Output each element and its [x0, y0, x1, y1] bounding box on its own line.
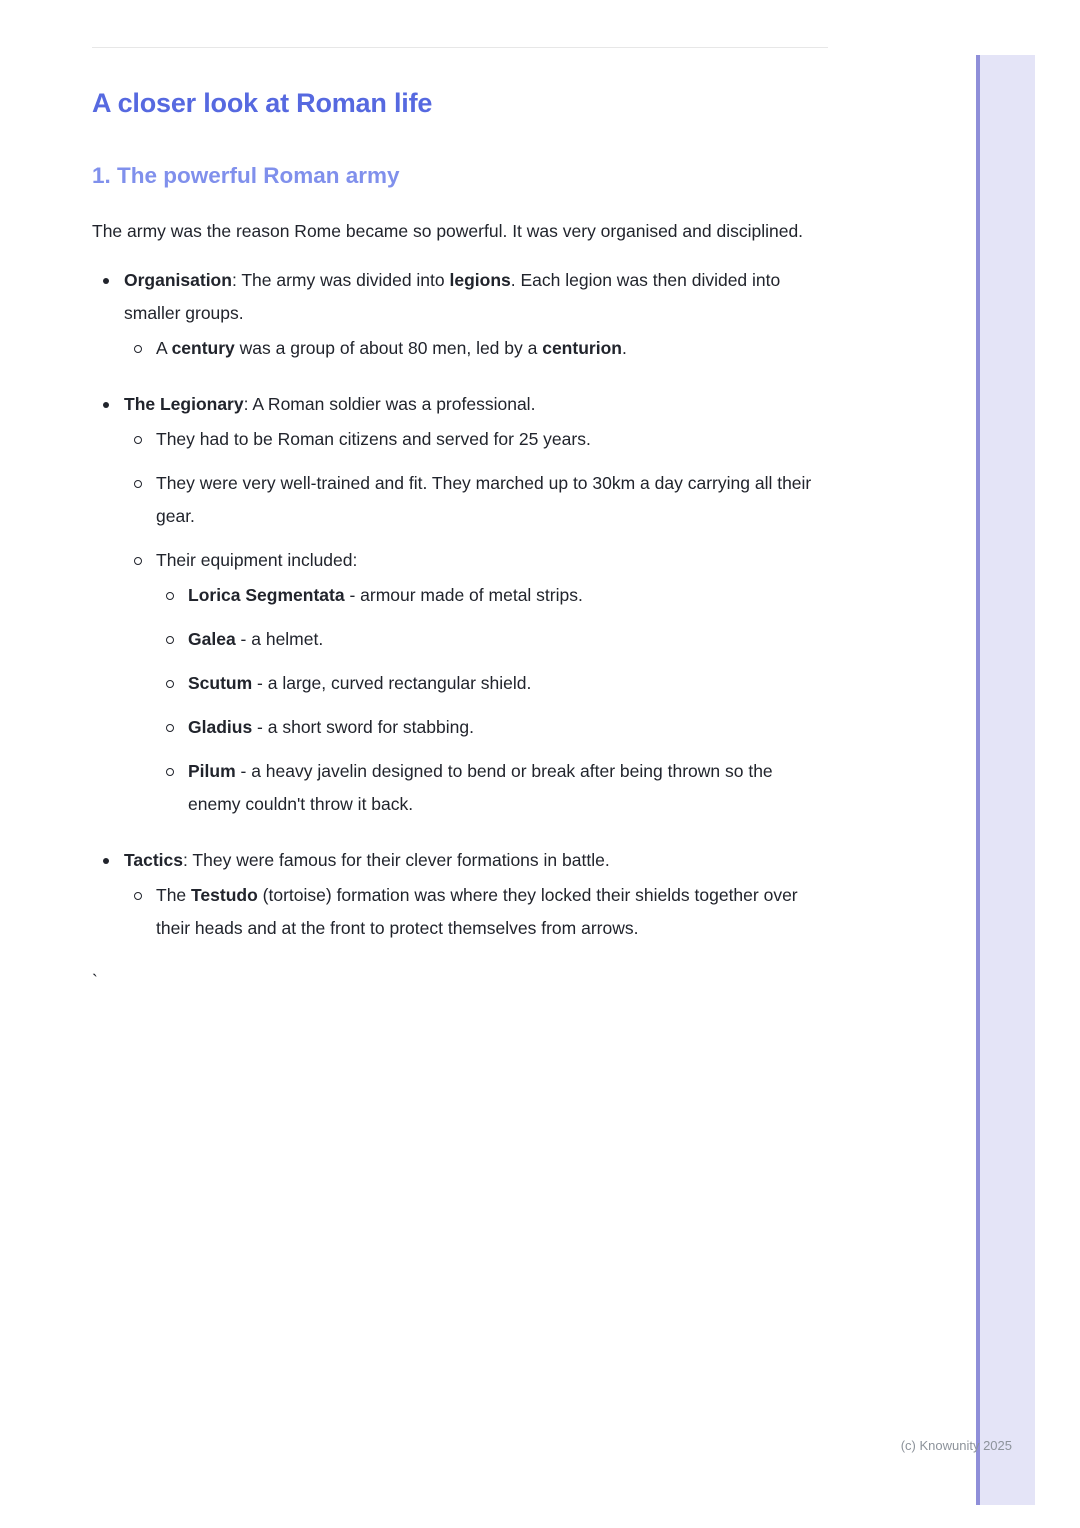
bullet-sublist	[156, 579, 828, 821]
list-item-text: They were very well-trained and fit. They marched up to 30km a day carrying all their gear.	[156, 473, 812, 526]
list-item	[124, 423, 828, 456]
circle-bullet-icon	[166, 768, 174, 776]
circle-bullet-icon	[166, 636, 174, 644]
disc-bullet-icon	[103, 858, 109, 864]
list-item-text: Galea - a helmet.	[188, 629, 324, 649]
list-item-text: They had to be Roman citizens and served for 25 years.	[156, 429, 591, 449]
list-item-text: Organisation: The army was divided into legions. Each legion was then divided into smaller groups.	[124, 270, 781, 323]
list-item	[156, 579, 828, 612]
circle-bullet-icon	[134, 345, 142, 353]
bullet-sublist	[124, 879, 828, 945]
list-item-text: The Testudo (tortoise) formation was where they locked their shields together over their heads and at the front to protect themselves from arrows.	[156, 885, 798, 938]
bullet-list-level-1	[92, 264, 828, 945]
circle-bullet-icon	[134, 557, 142, 565]
list-item	[92, 844, 828, 945]
list-item-text: Gladius - a short sword for stabbing.	[188, 717, 474, 737]
copyright-footer: (c) Knowunity 2025	[900, 1438, 1012, 1453]
bullet-list	[92, 264, 828, 945]
list-item	[156, 711, 828, 744]
list-item	[124, 467, 828, 533]
list-item	[124, 332, 828, 365]
list-item-text: The Legionary: A Roman soldier was a professional.	[124, 394, 536, 414]
list-item	[156, 755, 828, 821]
stray-backtick: `	[92, 971, 98, 991]
section-heading: 1. The powerful Roman army	[92, 163, 400, 188]
circle-bullet-icon	[166, 680, 174, 688]
disc-bullet-icon	[103, 278, 109, 284]
list-item	[124, 544, 828, 821]
list-item	[92, 264, 828, 365]
list-item	[156, 623, 828, 656]
list-item-text: A century was a group of about 80 men, led by a centurion.	[156, 338, 627, 358]
intro-paragraph: The army was the reason Rome became so powerful. It was very organised and disciplined.	[92, 221, 804, 241]
document-content	[92, 0, 828, 998]
list-item	[92, 388, 828, 821]
circle-bullet-icon	[134, 892, 142, 900]
bullet-sublist	[124, 423, 828, 821]
circle-bullet-icon	[134, 436, 142, 444]
circle-bullet-icon	[134, 480, 142, 488]
disc-bullet-icon	[103, 402, 109, 408]
list-item-text: Their equipment included:	[156, 550, 358, 570]
circle-bullet-icon	[166, 592, 174, 600]
top-divider	[92, 47, 828, 48]
side-strip	[976, 55, 1035, 1505]
list-item-text: Scutum - a large, curved rectangular shield.	[188, 673, 532, 693]
list-item-text: Pilum - a heavy javelin designed to bend or break after being thrown so the enemy couldn't throw it back.	[188, 761, 773, 814]
bullet-sublist	[124, 332, 828, 365]
circle-bullet-icon	[166, 724, 174, 732]
list-item	[156, 667, 828, 700]
page-title: A closer look at Roman life	[92, 88, 433, 118]
list-item-text: Lorica Segmentata - armour made of metal strips.	[188, 585, 583, 605]
list-item	[124, 879, 828, 945]
list-item-text: Tactics: They were famous for their clever formations in battle.	[124, 850, 610, 870]
